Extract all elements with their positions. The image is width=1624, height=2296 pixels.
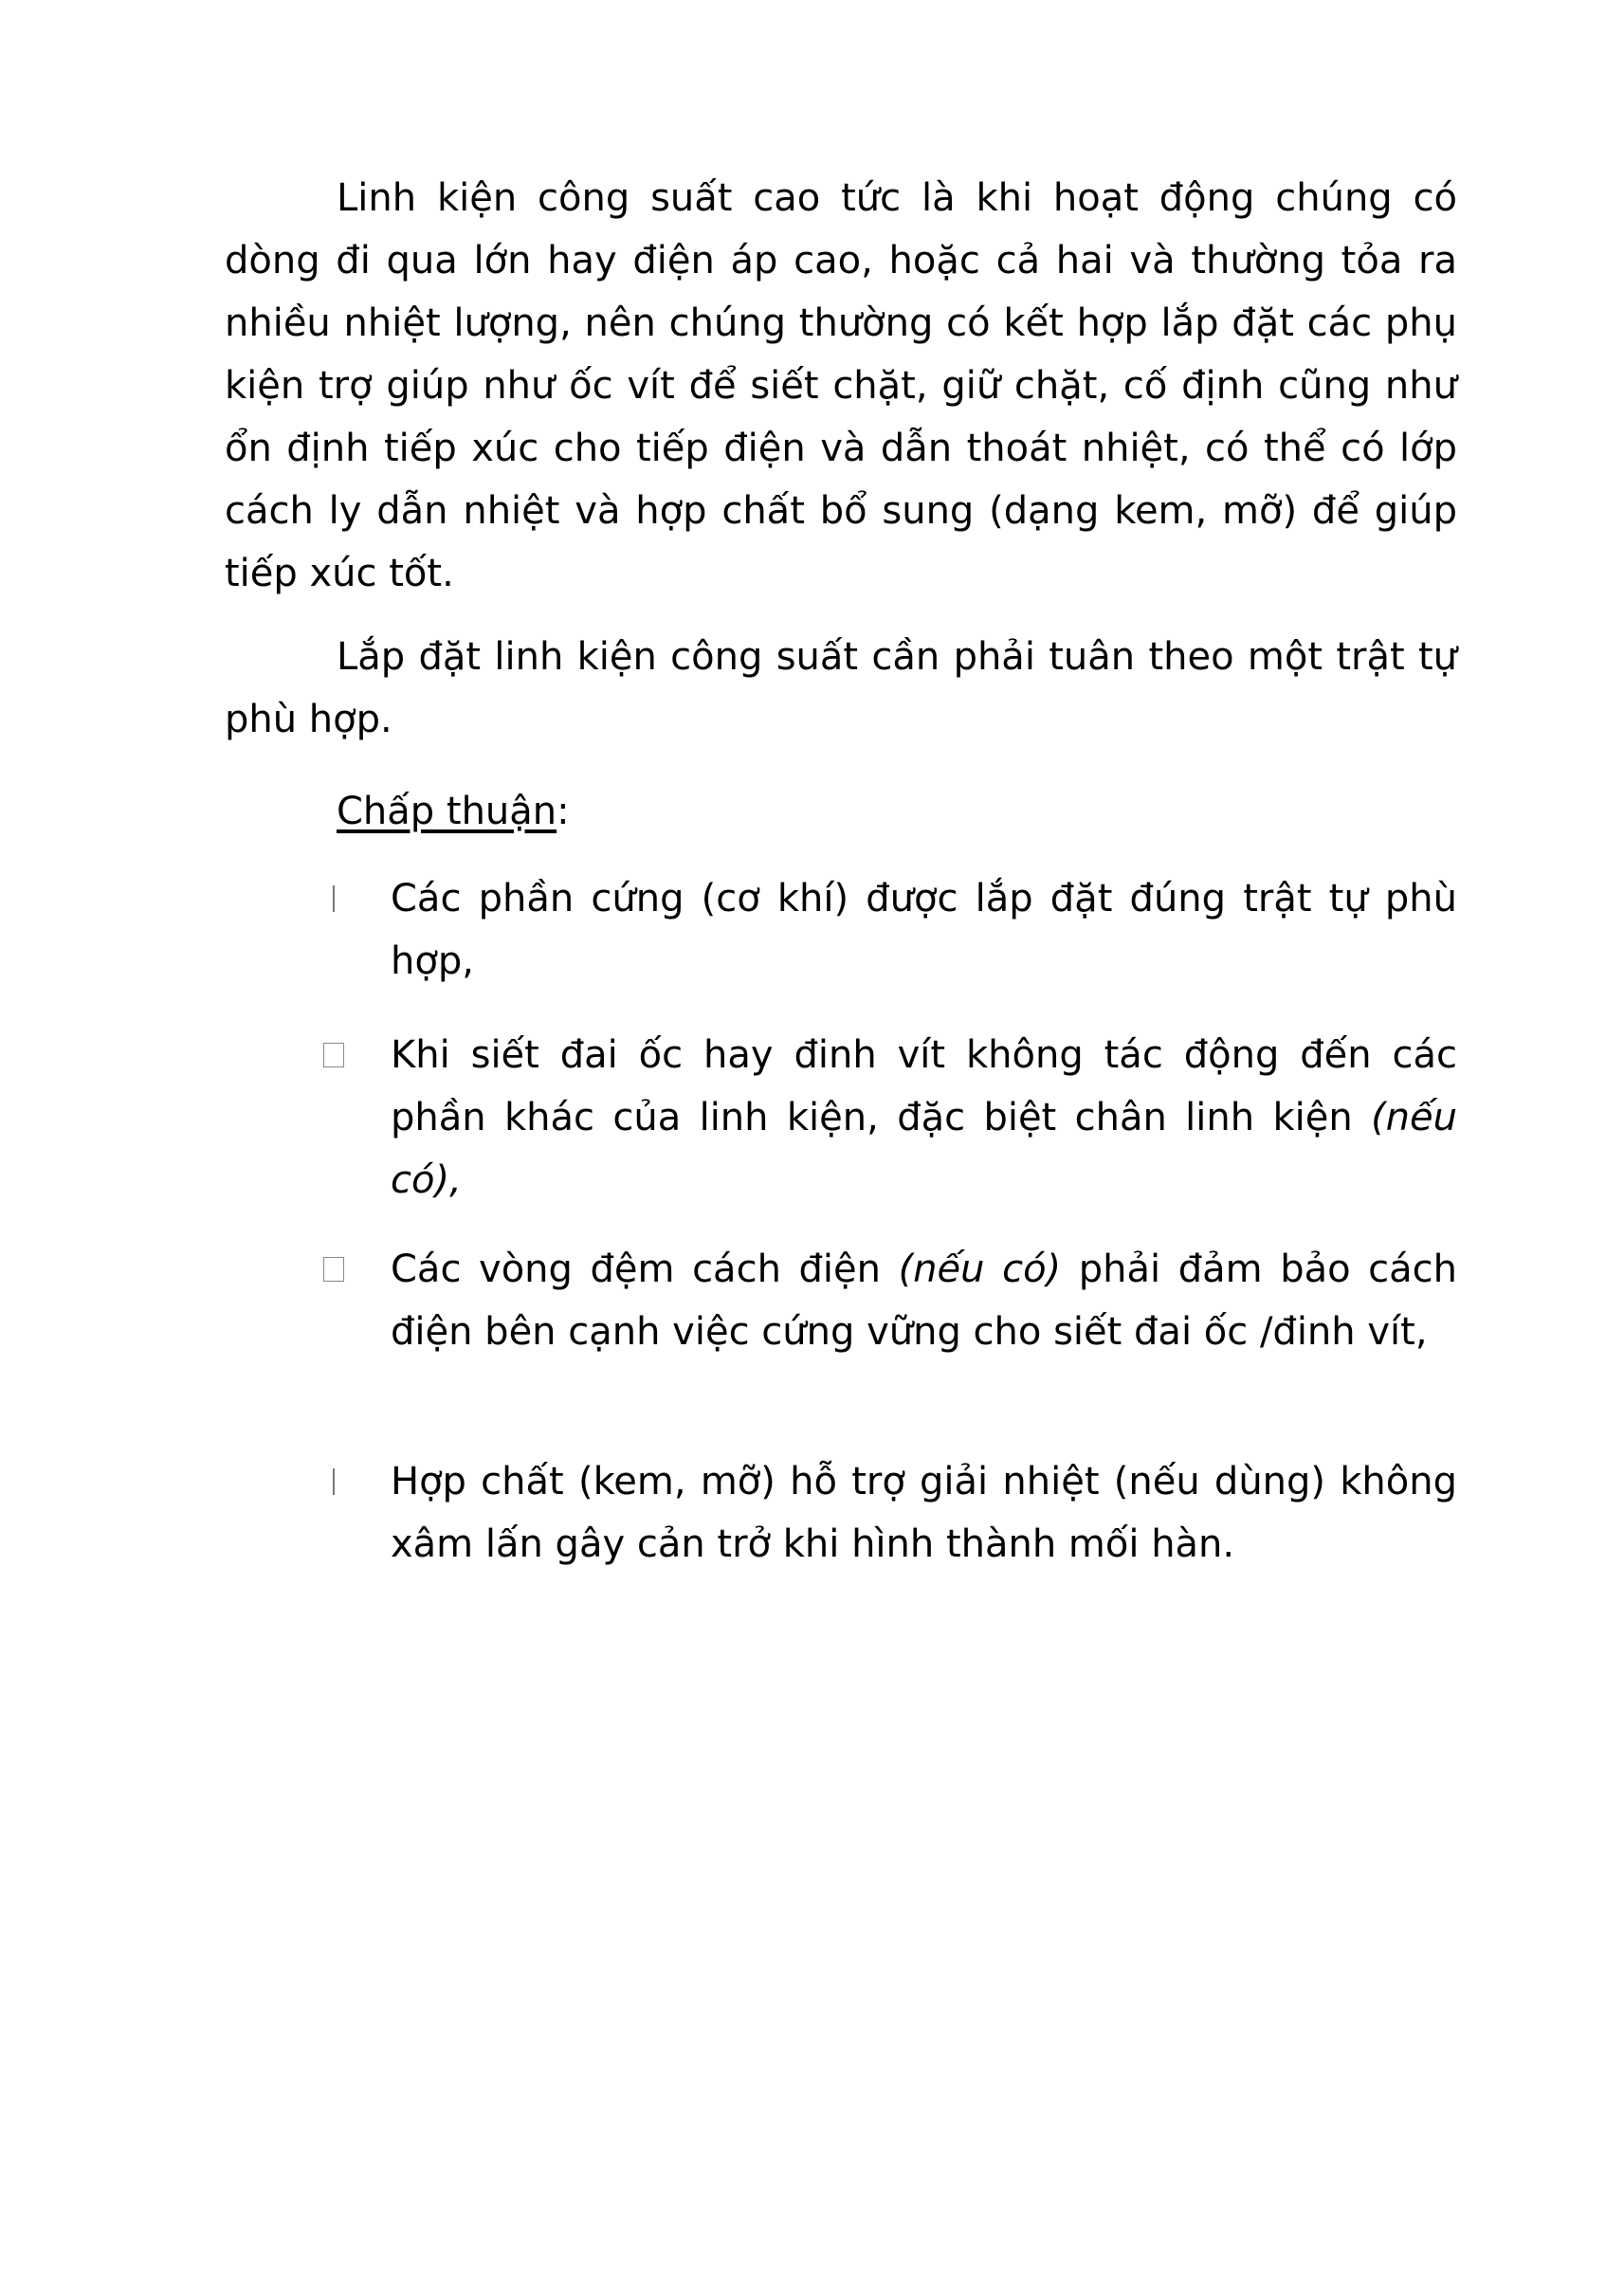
list-item-text-italic: (nếu có), <box>391 1096 1457 1202</box>
list-item <box>391 1238 1457 1363</box>
list-item-text-italic: (nếu có) <box>898 1248 1062 1291</box>
bullet-bar-icon <box>319 867 348 930</box>
list-item <box>391 1450 1457 1576</box>
list-item-text: Các phần cứng (cơ khí) được lắp đặt đúng trật tự phù hợp, <box>391 877 1457 983</box>
list-item <box>391 1024 1457 1212</box>
section-heading-acceptance <box>337 780 570 843</box>
bullet-box-icon <box>319 1238 348 1301</box>
list-item <box>391 867 1457 993</box>
list-item-text-main: Các vòng đệm cách điện <box>391 1248 899 1291</box>
heading-colon: : <box>557 790 570 833</box>
list-item-text: Hợp chất (kem, mỡ) hỗ trợ giải nhiệt (nếu dùng) không xâm lấn gây cản trở khi hình thành mối hàn. <box>391 1460 1457 1566</box>
list-item-text <box>391 1024 1457 1212</box>
list-item-text-main: Khi siết đai ốc hay đinh vít không tác động đến các phần khác của linh kiện, đặc biệt chân linh kiện <box>391 1033 1457 1139</box>
list-item-text <box>391 1238 1457 1363</box>
list-item-text-rest: phải đảm bảo cách điện bên cạnh việc cứng vững cho siết đai ốc /đinh vít, <box>391 1248 1458 1354</box>
paragraph-power-components: Linh kiện công suất cao tức là khi hoạt động chúng có dòng đi qua lớn hay điện áp cao, hoặc cả hai và thường tỏa ra nhiều nhiệt lượng, nên chúng thường có kết hợp lắp đặt các phụ kiện trợ giúp như ốc vít để siết chặt, giữ chặt, cố định cũng như ổn định tiếp xúc cho tiếp điện và dẫn thoát nhiệt, có thể có lớp cách ly dẫn nhiệt và hợp chất bổ sung (dạng kem, mỡ) để giúp tiếp xúc tốt. <box>225 176 1457 595</box>
paragraph-installation-order: Lắp đặt linh kiện công suất cần phải tuân theo một trật tự phù hợp. <box>225 635 1457 741</box>
bullet-bar-icon <box>319 1450 348 1513</box>
bullet-box-icon <box>319 1024 348 1086</box>
heading-label: Chấp thuận <box>337 790 557 833</box>
